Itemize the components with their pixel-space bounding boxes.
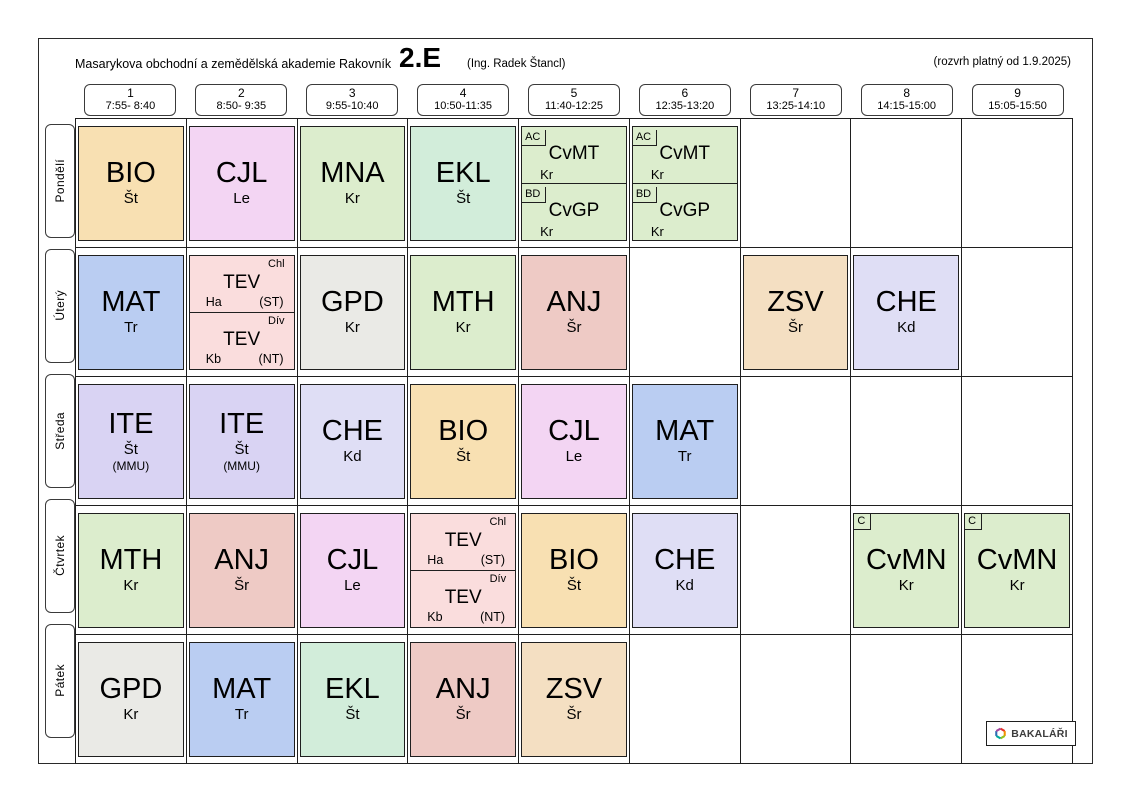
subject-label: TEV (223, 328, 261, 350)
subject-label: ANJ (546, 286, 602, 318)
period-time: 14:15-15:00 (877, 100, 937, 112)
lesson-block[interactable] (300, 126, 406, 241)
subject-label: MAT (101, 286, 161, 318)
timetable-cell (740, 248, 851, 377)
timetable-cell (186, 119, 297, 248)
lesson-block[interactable] (410, 255, 516, 370)
timetable-cell (519, 119, 630, 248)
teacher-label: Šr (455, 706, 471, 723)
day-label (45, 624, 75, 738)
split-lesson-block (521, 126, 627, 241)
lesson-block[interactable] (632, 384, 738, 499)
lesson-block[interactable] (853, 255, 959, 370)
period-time: 10:50-11:35 (434, 100, 493, 112)
teacher-label: Št (123, 190, 138, 207)
period-time: 9:55-10:40 (325, 100, 379, 112)
teacher-label: Kr (540, 166, 554, 182)
subject-label: ZSV (545, 673, 603, 705)
period-time: 12:35-13:20 (655, 100, 715, 112)
period-number: 4 (459, 86, 467, 100)
subject-label: CvMT (659, 143, 711, 164)
lesson-meta (190, 294, 294, 312)
timetable-cell (408, 248, 519, 377)
room-label: (MMU) (223, 458, 260, 473)
day-label-text: Úterý (53, 290, 67, 321)
timetable-cell (76, 635, 187, 764)
teacher-label: Kd (675, 577, 694, 594)
timetable-cell (851, 506, 962, 635)
timetable-cell (851, 248, 962, 377)
timetable-cell (962, 506, 1073, 635)
lesson-block[interactable] (521, 642, 627, 757)
subject-label: GPD (320, 286, 384, 318)
timetable-cell (297, 248, 408, 377)
teacher-label: Št (234, 440, 249, 458)
period-header (306, 84, 398, 116)
lesson-block[interactable] (853, 513, 959, 628)
teacher-label: Kr (650, 166, 664, 182)
empty-cell (740, 635, 851, 764)
class-teacher: (Ing. Radek Štancl) (467, 58, 566, 70)
lesson-meta (411, 609, 515, 627)
teacher-label: Kr (898, 577, 914, 594)
lesson-meta (411, 552, 515, 570)
badge-row (522, 184, 626, 199)
period-header (417, 84, 509, 116)
period-time: 13:25-14:10 (766, 100, 826, 112)
period-header (639, 84, 731, 116)
timetable-cell (408, 377, 519, 506)
teacher-label: Kb (427, 609, 443, 624)
day-label-column (45, 118, 75, 743)
teacher-label: Kd (343, 448, 362, 465)
empty-cell (962, 377, 1073, 506)
lesson-block[interactable] (189, 384, 295, 499)
subject-label: BIO (548, 544, 599, 576)
group-label: Chl (489, 515, 507, 528)
day-label-text: Středa (53, 411, 67, 450)
subject-label: CvMT (548, 143, 600, 164)
subject-label: CJL (326, 544, 379, 576)
split-lesson-block (632, 126, 738, 241)
split-half[interactable] (411, 571, 515, 627)
timetable-cell (186, 377, 297, 506)
lesson-block[interactable] (189, 642, 295, 757)
timetable-cell (186, 506, 297, 635)
split-half[interactable] (411, 514, 515, 571)
teacher-label: Št (456, 190, 471, 207)
subject-label: CvMN (976, 544, 1058, 576)
teacher-label: Le (233, 190, 250, 207)
empty-cell (851, 377, 962, 506)
timetable-cell (519, 506, 630, 635)
teacher-label: Le (344, 577, 361, 594)
day-label (45, 499, 75, 613)
lesson-meta (190, 351, 294, 369)
timetable-cell (76, 119, 187, 248)
period-number: 5 (570, 86, 578, 100)
period-number: 7 (792, 86, 800, 100)
room-label: (MMU) (112, 458, 150, 473)
lesson-block[interactable] (300, 642, 406, 757)
period-number: 3 (348, 86, 356, 100)
subject-label: MTH (431, 286, 495, 318)
teacher-label: Šr (566, 319, 582, 336)
lesson-block[interactable] (78, 384, 184, 499)
teacher-label: Šr (566, 706, 582, 723)
room-label: (NT) (258, 351, 284, 366)
teacher-label: Tr (677, 448, 692, 465)
subject-label: CHE (654, 544, 716, 576)
split-half[interactable] (522, 184, 626, 240)
group-badge: BD (522, 187, 546, 203)
badge-row (522, 127, 626, 142)
empty-cell (629, 635, 740, 764)
lesson-block[interactable] (78, 513, 184, 628)
subject-label: CHE (875, 286, 937, 318)
period-header (972, 84, 1064, 116)
lesson-block[interactable] (300, 255, 406, 370)
teacher-label: Kr (344, 190, 360, 207)
group-badge: AC (633, 130, 657, 146)
teacher-label: Št (345, 706, 360, 723)
timetable-cell (519, 248, 630, 377)
day-label-text: Pátek (53, 664, 67, 697)
empty-cell (851, 119, 962, 248)
group-badge: C (965, 514, 982, 530)
period-number: 2 (237, 86, 245, 100)
teacher-label: Kr (1009, 577, 1025, 594)
teacher-label: Šr (787, 319, 803, 336)
teacher-label: Le (565, 448, 583, 465)
teacher-label: Št (566, 577, 582, 594)
period-header-row (75, 84, 1073, 116)
timetable-cell (76, 506, 187, 635)
period-time: 8:50- 9:35 (216, 100, 267, 112)
teacher-label: Št (123, 440, 138, 458)
timetable-cell (76, 377, 187, 506)
teacher-label: Ha (205, 294, 222, 309)
empty-cell (962, 248, 1073, 377)
timetable-cell (186, 635, 297, 764)
subject-label: CvGP (659, 200, 711, 221)
timetable-cell (519, 635, 630, 764)
subject-label: MTH (99, 544, 163, 576)
timetable-cell (76, 248, 187, 377)
lesson-block[interactable] (300, 384, 406, 499)
lesson-block[interactable] (410, 126, 516, 241)
room-label: (ST) (259, 294, 284, 309)
room-label: (ST) (480, 552, 506, 567)
split-half[interactable] (633, 184, 737, 240)
badge-row (633, 184, 737, 199)
validity-note: (rozvrh platný od 1.9.2025) (933, 56, 1071, 68)
teacher-label: Šr (234, 577, 250, 594)
class-title: 2.E (399, 42, 442, 73)
day-label-text: Čtvrtek (53, 535, 67, 576)
teacher-label: Kr (123, 706, 139, 723)
subject-label: BIO (105, 157, 156, 189)
period-number: 6 (681, 86, 689, 100)
timetable-cell (408, 506, 519, 635)
group-label: Dív (268, 314, 285, 327)
timetable-cell (629, 119, 740, 248)
period-time: 15:05-15:50 (988, 100, 1047, 112)
day-label (45, 374, 75, 488)
subject-label: MAT (212, 673, 272, 705)
subject-label: TEV (444, 529, 482, 551)
lesson-block[interactable] (78, 255, 184, 370)
subject-label: TEV (223, 271, 261, 293)
lesson-block[interactable] (521, 513, 627, 628)
period-header (195, 84, 287, 116)
lesson-block[interactable] (521, 384, 627, 499)
period-header (750, 84, 842, 116)
split-half[interactable] (190, 313, 294, 369)
period-header (861, 84, 953, 116)
lesson-block[interactable] (964, 513, 1070, 628)
empty-cell (740, 119, 851, 248)
timetable-cell (408, 119, 519, 248)
bakalari-logo-box (986, 721, 1076, 746)
day-label (45, 249, 75, 363)
lesson-block[interactable] (78, 126, 184, 241)
subject-label: TEV (444, 586, 482, 608)
teacher-label: Kr (123, 577, 139, 594)
empty-cell (629, 248, 740, 377)
period-time: 11:40-12:25 (545, 100, 603, 112)
lesson-block[interactable] (521, 255, 627, 370)
split-half[interactable] (190, 256, 294, 313)
lesson-block[interactable] (743, 255, 849, 370)
period-header (528, 84, 620, 116)
subject-label: ITE (219, 407, 265, 440)
room-label: (NT) (480, 609, 506, 624)
group-badge: C (854, 514, 871, 530)
timetable-cell (297, 377, 408, 506)
subject-label: CvGP (548, 200, 600, 221)
teacher-label: Ha (427, 552, 444, 567)
subject-label: CJL (215, 157, 268, 189)
teacher-label: Kr (540, 223, 554, 239)
split-lesson-block (410, 513, 516, 628)
subject-label: ITE (108, 407, 154, 440)
period-number: 8 (903, 86, 910, 100)
split-half[interactable] (633, 127, 737, 184)
split-lesson-block (189, 255, 295, 370)
subject-label: GPD (99, 673, 163, 705)
period-header (84, 84, 176, 116)
lesson-block[interactable] (189, 513, 295, 628)
teacher-label: Kd (897, 319, 916, 336)
timetable-cell (297, 635, 408, 764)
teacher-label: Tr (124, 319, 138, 336)
period-time: 7:55- 8:40 (105, 100, 156, 112)
subject-label: ZSV (767, 286, 824, 318)
group-badge: BD (633, 187, 657, 203)
subject-label: MAT (655, 415, 715, 447)
empty-cell (851, 635, 962, 764)
timetable-grid (75, 118, 1073, 764)
teacher-label: Kr (650, 223, 664, 239)
subject-label: CHE (321, 415, 384, 447)
timetable-cell (408, 635, 519, 764)
lesson-block[interactable] (189, 126, 295, 241)
lesson-block[interactable] (632, 513, 738, 628)
teacher-label: Št (456, 448, 471, 465)
empty-cell (740, 506, 851, 635)
lesson-block[interactable] (78, 642, 184, 757)
bakalari-hexagon-icon (994, 727, 1007, 740)
lesson-block[interactable] (410, 642, 516, 757)
period-number: 1 (127, 86, 134, 100)
day-label-text: Pondělí (53, 158, 67, 203)
teacher-label: Kb (205, 351, 222, 366)
timetable-cell (519, 377, 630, 506)
timetable-cell (297, 119, 408, 248)
split-half[interactable] (522, 127, 626, 184)
timetable-cell (629, 377, 740, 506)
bakalari-logo-label: BAKALÁŘI (1011, 727, 1068, 740)
group-label: Dív (489, 572, 507, 585)
badge-row (633, 127, 737, 142)
timetable-cell (186, 248, 297, 377)
lesson-block[interactable] (300, 513, 406, 628)
timetable-cell (629, 506, 740, 635)
group-badge: AC (522, 130, 546, 146)
group-label: Chl (268, 257, 285, 270)
subject-label: BIO (438, 415, 489, 447)
subject-label: ANJ (214, 544, 270, 576)
period-number: 9 (1014, 86, 1021, 100)
teacher-label: Tr (234, 706, 249, 723)
teacher-label: Kr (455, 319, 471, 336)
subject-label: ANJ (435, 673, 491, 705)
school-name: Masarykova obchodní a zemědělská akademie Rakovník (75, 57, 392, 71)
subject-label: EKL (435, 157, 491, 189)
subject-label: MNA (320, 157, 385, 189)
subject-label: CJL (548, 415, 600, 447)
lesson-block[interactable] (410, 384, 516, 499)
timetable-cell (297, 506, 408, 635)
empty-cell (962, 119, 1073, 248)
teacher-label: Kr (344, 319, 360, 336)
subject-label: CvMN (865, 544, 947, 576)
subject-label: EKL (325, 673, 380, 705)
day-label (45, 124, 75, 238)
empty-cell (740, 377, 851, 506)
